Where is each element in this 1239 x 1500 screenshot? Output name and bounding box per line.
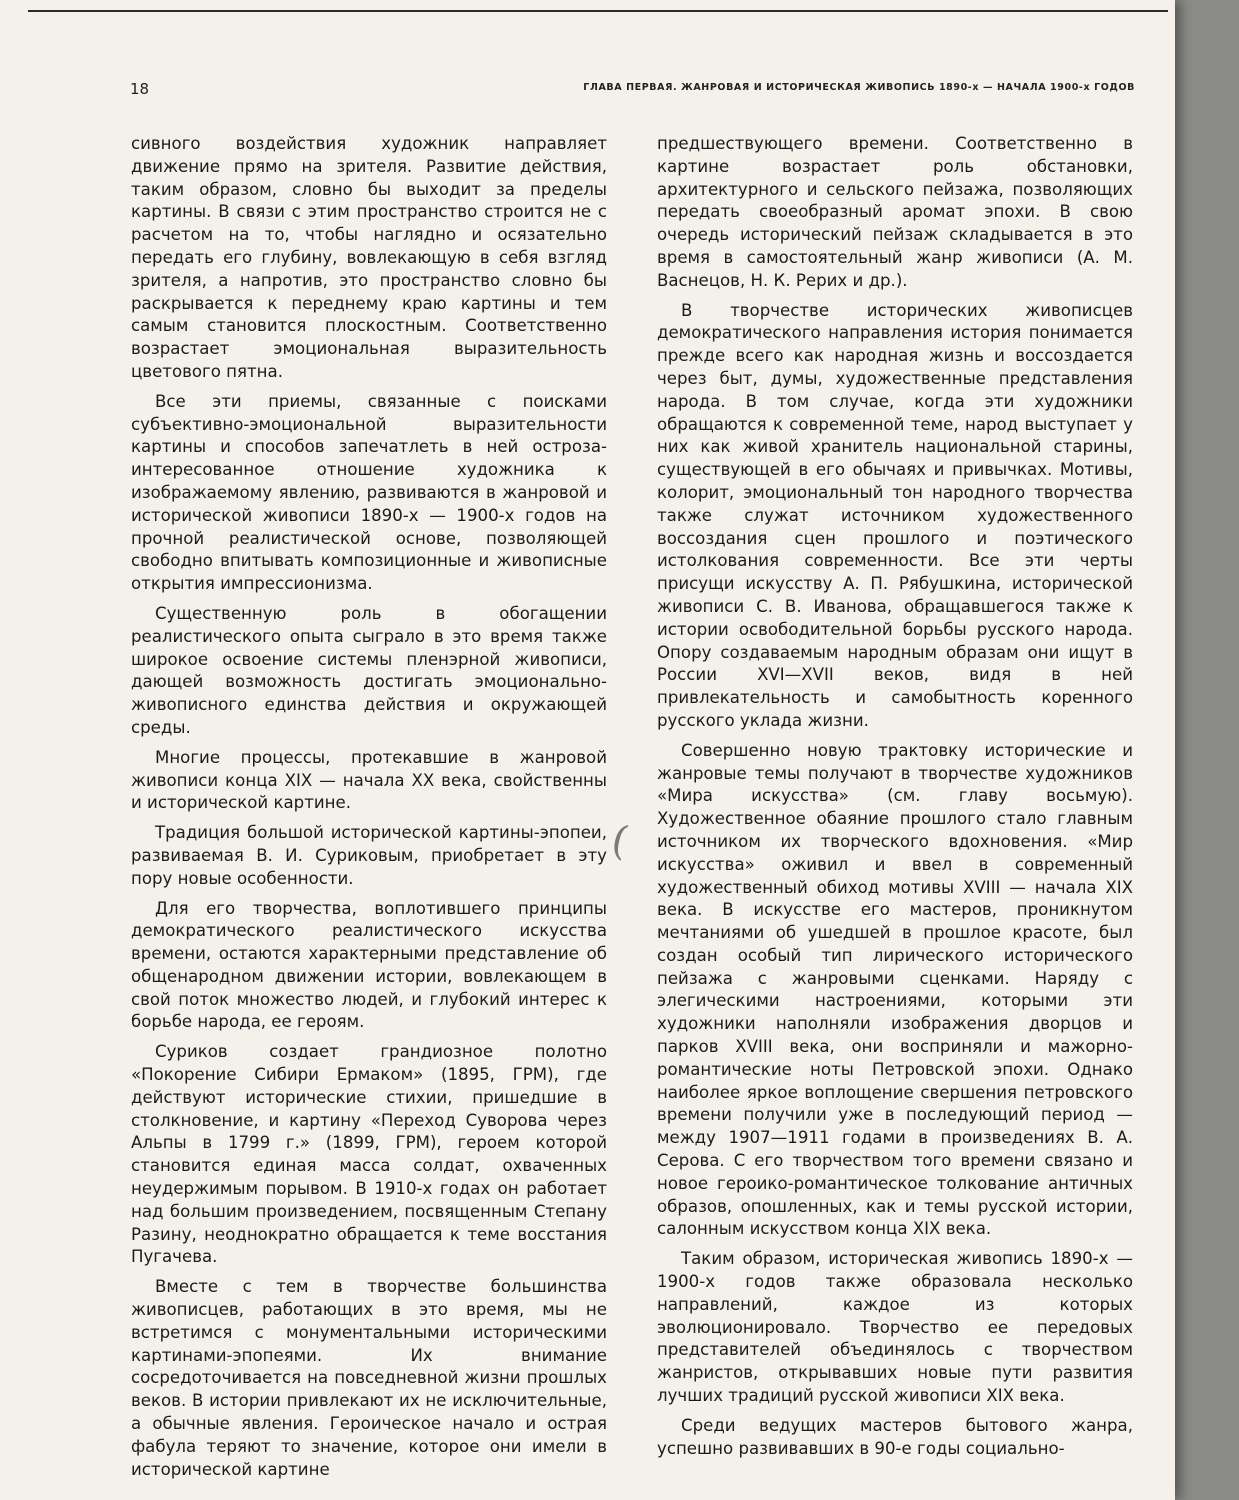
page-number: 18 [130,80,150,98]
left-column [131,133,607,1488]
paragraph: сивного воздействия художник направляет движение прямо на зрителя. Развитие действия, таким образом, словно бы выходит за пределы картины. В связи с этим пространство строится не с расчетом на то, чтобы наглядно и осязательно передать его глубину, вовлекающую в себя взгляд зрителя, а напротив, это пространство словно бы раскрывается к переднему краю картины и тем самым становится плоскостным. Соответственно возрастает эмоциональная выразительность цветового пятна. [131,134,607,381]
paragraph: Среди ведущих мастеров бытового жанра, успешно развивавших в 90-е годы социально- [657,1415,1133,1458]
paragraph: Суриков создает грандиозное полотно «Покорение Сибири Ермаком» (1895, ГРМ), где действуют исторические стихии, пришедшие в столкновение, и картину «Переход Суворова через Альпы в 1799 г.» (1899, ГРМ), героем которой становится единая масса солдат, охваченных неудержимым порывом. В 1910-х годах он работает над большим произведением, посвященным Степану Разину, неоднократно обращается к теме восстания Пугачева. [131,1042,607,1267]
paragraph: Совершенно новую трактовку исторические и жанровые темы получают в творчестве художников «Мира искусства» (см. главу восьмую). Художественное обаяние прошлого стало главным источником их творческого вдохновения. «Мир искусства» оживил и ввел в современный художественный обиход мотивы XVIII — начала XIX века. В искусстве его мастеров, проникнутом мечтаниями об ушедшей в прошлое красоте, был создан особый тип лирического исторического пейзажа с жанровыми сценками. Наряду с элегическими настроениями, которыми эти художники наполняли изображения дворцов и парков XVIII века, они восприняли и мажорно-романтические ноты Петровской эпохи. Однако наиболее яркое воплощение свершения петровского времени получили уже в последующий период — между 1907—1911 годами в произведениях В. А. Серова. С его творчеством того времени связано и новое героико-романтическое толкование античных образов, опошленных, как и темы русской истории, салонным искусством конца XIX века. [657,740,1133,1239]
paragraph: Традиция большой исторической картины-эпопеи, развиваемая В. И. Суриковым, приобретает в эту пору новые особенности. [131,823,607,888]
running-head: ГЛАВА ПЕРВАЯ. ЖАНРОВАЯ И ИСТОРИЧЕСКАЯ ЖИВОПИСЬ 1890-х — НАЧАЛА 1900-х ГОДОВ [583,82,1135,93]
right-column [657,133,1133,1467]
paragraph: Существенную роль в обогащении реалистического опыта сыграло в это время также широкое освоение системы пленэрной живописи, дающей возможность достигать эмоционально-живописного единства действия и окружающей среды. [131,603,607,737]
handwritten-margin-mark: ( [607,816,633,866]
paragraph: предшествующего времени. Соответственно в картине возрастает роль обстановки, архитектурного и сельского пейзажа, позволяющих передать своеобразный аромат эпохи. В свою очередь исторический пейзаж складывается в это время в самостоятельный жанр живописи (А. М. Васнецов, Н. К. Рерих и др.). [657,134,1133,290]
paragraph: Таким образом, историческая живопись 1890-х — 1900-х годов также образовала несколько направлений, каждое из которых эволюционировало. Творчество ее передовых представителей объединялось с творчеством жанристов, открывавших новые пути развития лучших традиций русской живописи XIX века. [657,1249,1133,1406]
paragraph: В творчестве исторических живописцев демократического направления история понимается прежде всего как народная жизнь и воссоздается через быт, думы, художественные представления народа. В том случае, когда эти художники обращаются к современной теме, народ выступает у них как живой хранитель национальной старины, существующей в его обычаях и привычках. Мотивы, колорит, эмоциональный тон народного творчества также служат источником художественного воссоздания сцен прошлого и поэтического истолкования современности. Все эти черты присущи искусству А. П. Рябушкина, исторической живописи С. В. Иванова, обращавшегося также к истории освободительной борьбы русского народа. Опору создаваемым народным образам они ищут в России XVI—XVII веков, видя в ней привлекательность и самобытность коренного русского уклада жизни. [657,300,1133,730]
paragraph: Вместе с тем в творчестве большинства живописцев, работающих в это время, мы не встретимся с монументальными историческими картинами-эпопеями. Их внимание сосредоточивается на повседневной жизни прошлых веков. В истории привлекают их не исключительные, а обычные явления. Героическое начало и острая фабула теряют то значение, которое они имели в исторической картине [131,1277,607,1479]
scan-edge-line [28,10,1168,12]
paragraph: Многие процессы, протекавшие в жанровой живописи конца XIX — начала XX века, свойственны и исторической картине. [131,747,607,813]
paragraph: Все эти приемы, связанные с поисками субъективно-эмоциональной выразительности картины и способов запечатлеть в ней острозаинтересованное отношение художника к изображаемому явлению, развиваются в жанровой и исторической живописи 1890-х — 1900-х годов на прочной реалистической основе, позволяющей свободно впитывать композиционные и живописные открытия импрессионизма. [131,391,607,594]
paragraph: Для его творчества, воплотившего принципы демократического реалистического искусства времени, остаются характерными представление об общенародном движении истории, вовлекающем в свой поток множество людей, и глубокий интерес к борьбе народа, ее героям. [131,898,607,1032]
